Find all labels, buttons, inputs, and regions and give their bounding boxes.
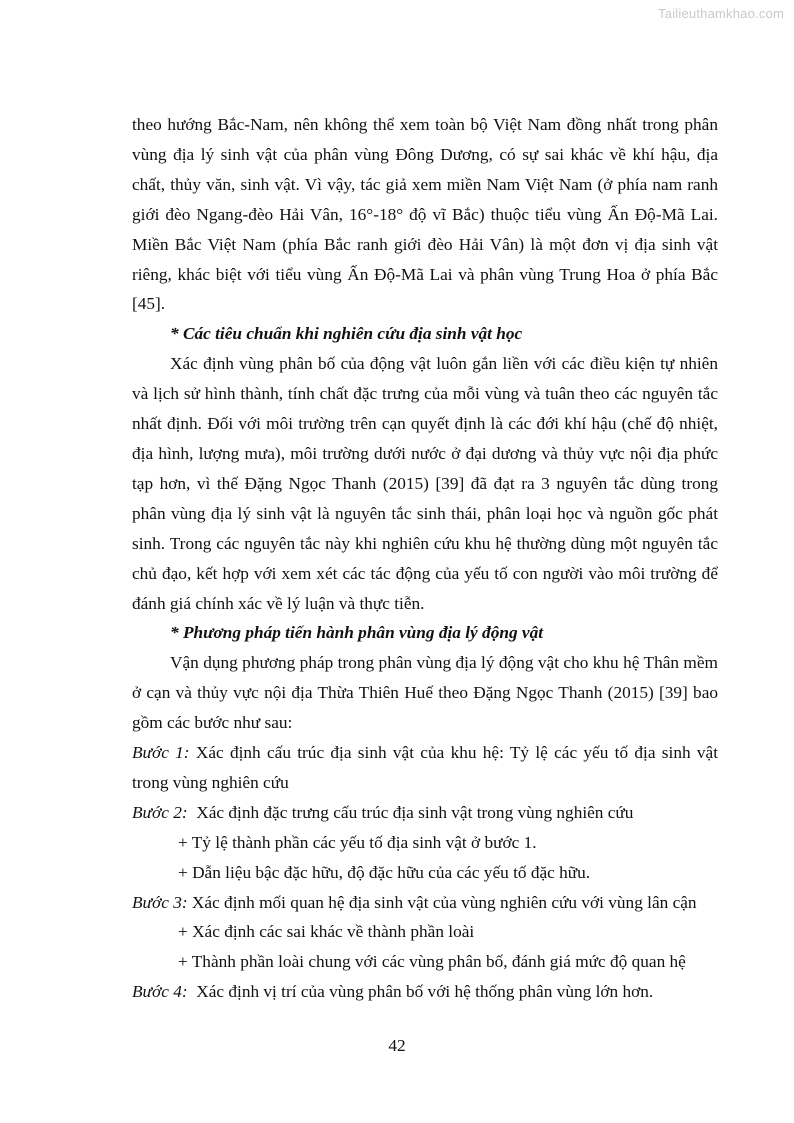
step-1 xyxy=(132,738,718,798)
step-1-text: Xác định cấu trúc địa sinh vật của khu hệ: Tỷ lệ các yếu tố địa sinh vật trong vùng nghiên cứu xyxy=(132,743,718,792)
step-3-sub-2: + Thành phần loài chung với các vùng phân bố, đánh giá mức độ quan hệ xyxy=(178,952,686,972)
step-3 xyxy=(132,888,718,918)
step-4 xyxy=(132,977,718,1007)
watermark: Tailieuthamkhao.com xyxy=(658,6,784,21)
paragraph-criteria: Xác định vùng phân bố của động vật luôn gắn liền với các điều kiện tự nhiên và lịch sử hình thành, tính chất đặc trưng của mỗi vùng và tuân theo các nguyên tắc nhất định. Đối với môi trường trên cạn quyết định là các đới khí hậu (chế độ nhiệt, địa hình, lượng mưa), môi trường dưới nước ở đại dương và thủy vực nội địa phức tạp hơn, vì thế Đặng Ngọc Thanh (2015) [39] đã đạt ra 3 nguyên tắc dùng trong phân vùng địa lý sinh vật là nguyên tắc sinh thái, phân loại học và nguồn gốc phát sinh. Trong các nguyên tắc này khi nghiên cứu khu hệ thường dùng một nguyên tắc chủ đạo, kết hợp với xem xét các tác động của yếu tố con người vào môi trường để đánh giá chính xác về lý luận và thực tiễn. xyxy=(132,354,718,613)
heading-criteria: * Các tiêu chuẩn khi nghiên cứu địa sinh vật học xyxy=(170,324,523,344)
page-number: 42 xyxy=(388,1036,406,1055)
paragraph-intro: theo hướng Bắc-Nam, nên không thể xem toàn bộ Việt Nam đồng nhất trong phân vùng địa lý sinh vật của phân vùng Đông Dương, có sự sai khác về khí hậu, địa chất, thủy văn, sinh vật. Vì vậy, tác giả xem miền Nam Việt Nam (ở phía nam ranh giới đèo Ngang-đèo Hải Vân, 16°-18° độ vĩ Bắc) thuộc tiểu vùng Ấn Độ-Mã Lai. Miền Bắc Việt Nam (phía Bắc ranh giới đèo Hải Vân) là một đơn vị địa sinh vật riêng, khác biệt với tiểu vùng Ấn Độ-Mã Lai và phân vùng Trung Hoa ở phía Bắc [45]. xyxy=(132,115,718,314)
step-2 xyxy=(132,798,718,828)
step-3-sub-1: + Xác định các sai khác về thành phần loài xyxy=(178,922,475,942)
document-body xyxy=(132,110,718,1007)
paragraph-method: Vận dụng phương pháp trong phân vùng địa lý động vật cho khu hệ Thân mềm ở cạn và thủy vực nội địa Thừa Thiên Huế theo Đặng Ngọc Thanh (2015) [39] bao gồm các bước như sau: xyxy=(132,653,718,733)
step-4-label: Bước 4: xyxy=(132,982,188,1002)
step-4-text: Xác định vị trí của vùng phân bố với hệ thống phân vùng lớn hơn. xyxy=(187,982,654,1002)
step-2-sub-2: + Dẫn liệu bậc đặc hữu, độ đặc hữu của các yếu tố đặc hữu. xyxy=(178,862,591,882)
step-2-sub-1: + Tỷ lệ thành phần các yếu tố địa sinh vật ở bước 1. xyxy=(178,832,537,852)
step-1-label: Bước 1: xyxy=(132,743,190,763)
step-3-label: Bước 3: xyxy=(132,892,188,912)
heading-method: * Phương pháp tiến hành phân vùng địa lý động vật xyxy=(170,623,544,643)
step-2-label: Bước 2: xyxy=(132,802,188,822)
step-3-text: Xác định mối quan hệ địa sinh vật của vùng nghiên cứu với vùng lân cận xyxy=(187,892,697,912)
step-2-text: Xác định đặc trưng cấu trúc địa sinh vật trong vùng nghiên cứu xyxy=(187,802,634,822)
